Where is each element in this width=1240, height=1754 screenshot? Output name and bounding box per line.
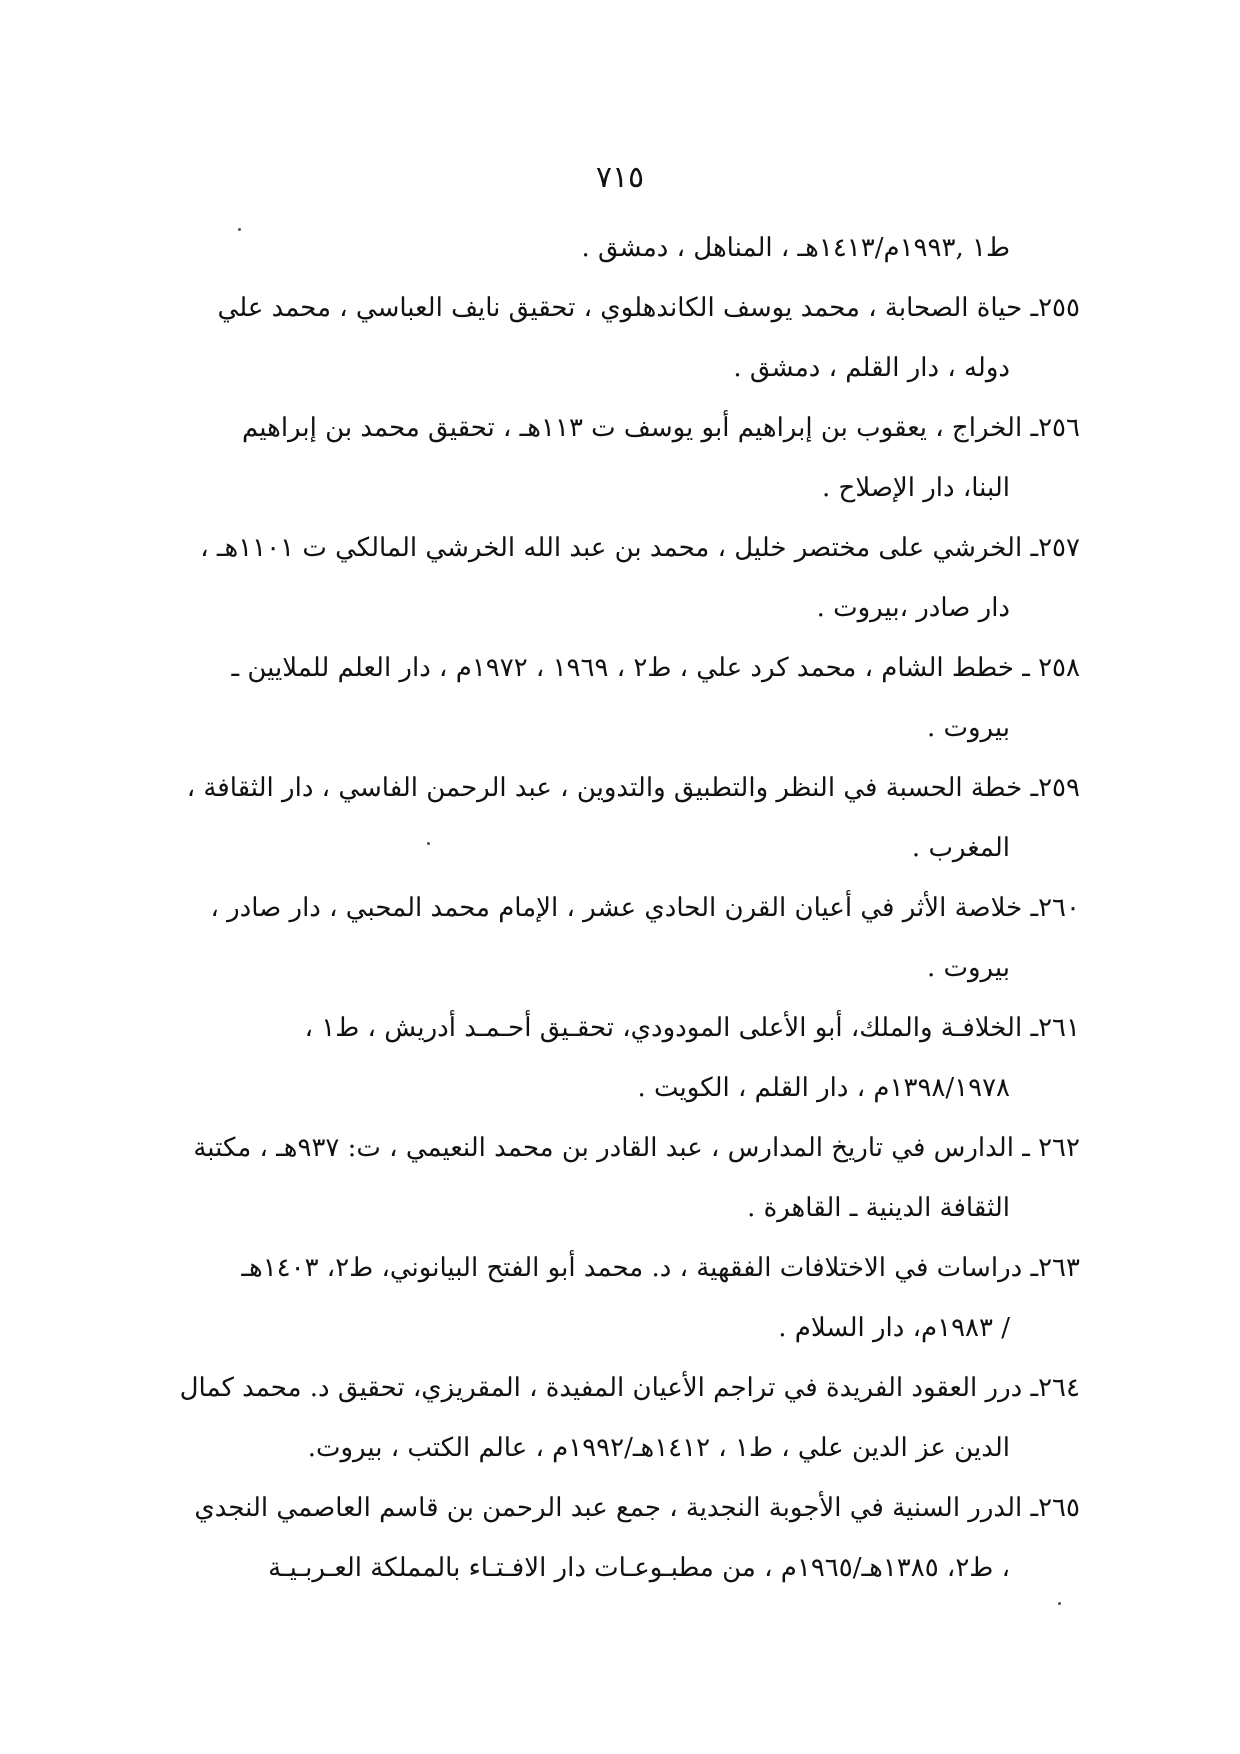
scan-speck xyxy=(1058,1602,1061,1605)
entry-line-2: بيروت . xyxy=(927,953,1010,983)
bibliography-list xyxy=(150,218,1080,1598)
entry-line-1: ٢٦٠ـ خلاصة الأثر في أعيان القرن الحادي عشر ، الإمام محمد المحبي ، دار صادر ، xyxy=(210,893,1080,923)
page-number: ٧١٥ xyxy=(595,160,645,195)
bibliography-entry-257 xyxy=(150,518,1080,638)
bibliography-entry-261 xyxy=(150,998,1080,1118)
bibliography-entry-258 xyxy=(150,638,1080,758)
entry-line-1: ٢٦٢ ـ الدارس في تاريخ المدارس ، عبد القادر بن محمد النعيمي ، ت: ٩٣٧هـ ، مكتبة xyxy=(193,1133,1080,1163)
entry-line-2: ، ط٢، ١٣٨٥هـ/١٩٦٥م ، من مطبـوعـات دار الافـتـاء بالمملكة العـربـيـة xyxy=(268,1553,1010,1583)
bibliography-entry-262 xyxy=(150,1118,1080,1238)
entry-line-2: البنا، دار الإصلاح . xyxy=(822,473,1010,503)
scan-speck xyxy=(427,842,430,845)
entry-line-2: بيروت . xyxy=(927,713,1010,743)
entry-line-2: دوله ، دار القلم ، دمشق . xyxy=(733,353,1010,383)
entry-line-2: الثقافة الدينية ـ القاهرة . xyxy=(747,1193,1010,1223)
entry-line-2: الدين عز الدين علي ، ط١ ، ١٤١٢هـ/١٩٩٢م ، عالم الكتب ، بيروت. xyxy=(307,1433,1010,1463)
entry-line-2: / ١٩٨٣م، دار السلام . xyxy=(778,1313,1010,1343)
entry-line-1: ٢٥٥ـ حياة الصحابة ، محمد يوسف الكاندهلوي ، تحقيق نايف العباسي ، محمد علي xyxy=(217,293,1080,323)
entry-line-1: ٢٦٥ـ الدرر السنية في الأجوبة النجدية ، جمع عبد الرحمن بن قاسم العاصمي النجدي xyxy=(194,1493,1080,1523)
scan-speck xyxy=(238,228,241,231)
bibliography-entry-255 xyxy=(150,278,1080,398)
entry-line-1: ٢٥٩ـ خطة الحسبة في النظر والتطبيق والتدوين ، عبد الرحمن الفاسي ، دار الثقافة ، xyxy=(186,773,1080,803)
entry-line-1: ٢٦٣ـ دراسات في الاختلافات الفقهية ، د. محمد أبو الفتح البيانوني، ط٢، ١٤٠٣هـ xyxy=(241,1253,1080,1283)
entry-line-2: دار صادر ،بيروت . xyxy=(816,593,1010,623)
bibliography-entry-264 xyxy=(150,1358,1080,1478)
bibliography-entry-256 xyxy=(150,398,1080,518)
entry-line-2: المغرب . xyxy=(911,833,1010,863)
bibliography-entry-263 xyxy=(150,1238,1080,1358)
entry-line-1: ٢٦١ـ الخلافـة والملك، أبو الأعلى المودودي، تحقـيق أحـمـد أدريش ، ط١ ، xyxy=(304,1013,1080,1043)
bibliography-entry-259 xyxy=(150,758,1080,878)
entry-line-1: ٢٦٤ـ درر العقود الفريدة في تراجم الأعيان المفيدة ، المقريزي، تحقيق د. محمد كمال xyxy=(179,1373,1080,1403)
entry-line-1: ٢٥٨ ـ خطط الشام ، محمد كرد علي ، ط٢ ، ١٩٦٩ ، ١٩٧٢م ، دار العلم للملايين ـ xyxy=(231,653,1080,683)
continued-entry-line: ط١ ,١٩٩٣م/١٤١٣هـ ، المناهل ، دمشق . xyxy=(581,233,1010,263)
bibliography-entry-265 xyxy=(150,1478,1080,1598)
bibliography-entry-260 xyxy=(150,878,1080,998)
entry-line-1: ٢٥٦ـ الخراج ، يعقوب بن إبراهيم أبو يوسف ت ١١٣هـ ، تحقيق محمد بن إبراهيم xyxy=(241,413,1080,443)
entry-line-2: ١٣٩٨/١٩٧٨م ، دار القلم ، الكويت . xyxy=(637,1073,1010,1103)
entry-line-1: ٢٥٧ـ الخرشي على مختصر خليل ، محمد بن عبد الله الخرشي المالكي ت ١١٠١هـ ، xyxy=(200,533,1080,563)
